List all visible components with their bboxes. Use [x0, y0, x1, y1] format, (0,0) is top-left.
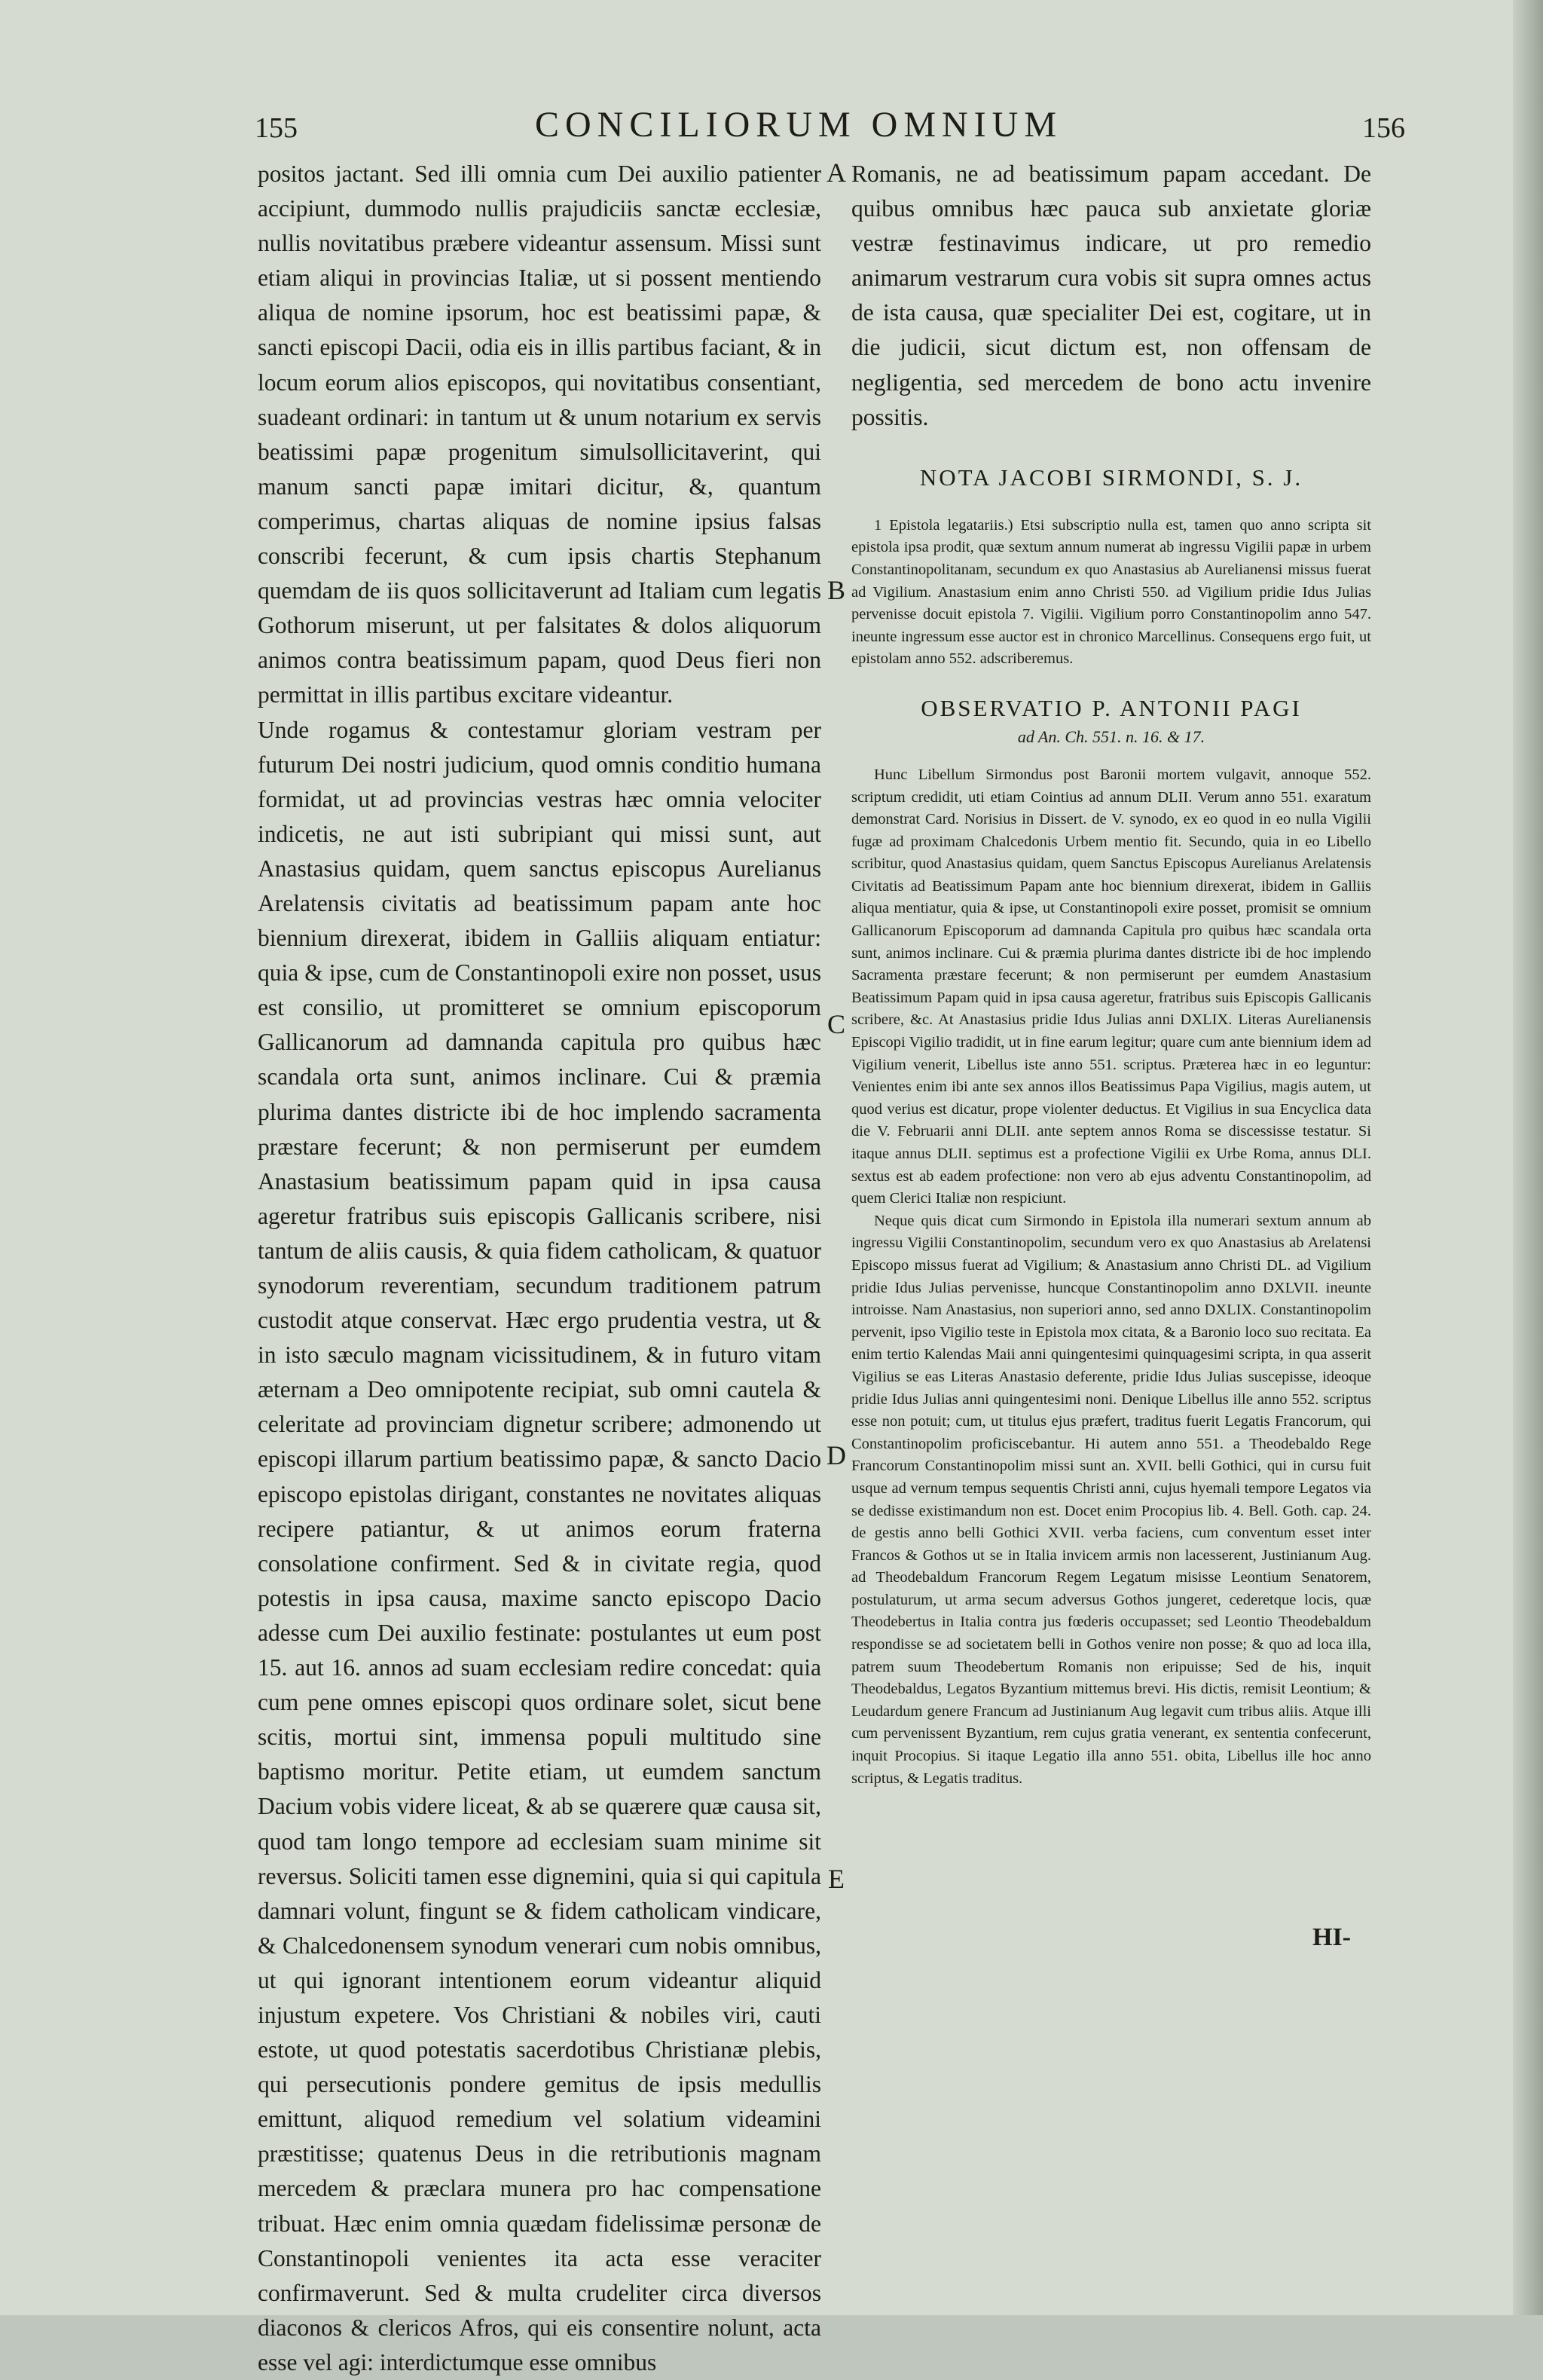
left-paragraph-1: positos jactant. Sed illi omnia cum Dei auxilio patienter accipiunt, dummodo nullis prajudiciis sanctæ ecclesiæ, nullis novitatibus præbere videantur assensum. Missi sunt etiam aliqui in provincias Italiæ, ut si possent mentiendo aliqua de nomine ipsorum, hoc est beatissimi papæ, & sancti episcopi Dacii, odia eis in illis partibus faciant, & in locum eorum alios episcopos, qui novitatibus consentiant, suadeant ordinari: in tantum ut & unum notarium ex servis beatissimi papæ progenitum simulsollicitaverint, qui manum sancti papæ imitari dicitur, &, quantum comperimus, chartas aliquas de nomine ipsius falsas conscribi fecerunt, & cum ipsis chartis Stephanum quemdam de iis quos sollicitaverunt ad Italiam cum legatis Gothorum miserunt, ut per falsitates & dolos aliquorum animos contra beatissimum papam, quod Deus fieri non permittat in illis partibus excitare videantur.: [258, 157, 821, 713]
margin-letter-a: A: [825, 157, 848, 188]
observatio-heading: OBSERVATIO P. ANTONII PAGI: [851, 692, 1371, 725]
margin-letter-d: D: [825, 1439, 848, 1471]
left-paragraph-2: Unde rogamus & contestamur gloriam vestram per futurum Dei nostri judicium, quod omnis conditio humana formidat, ut ad provincias vestras hæc omnia velociter indicetis, ne aut isti subripiant qui missi sunt, aut Anastasius quidam, quem sanctus episcopus Aurelianus Arelatensis civitatis ad beatissimum papam ante hoc biennium direxerat, ibidem in Galliis aliquam entiatur: quia & ipse, cum de Constantinopoli exire non posset, usus est consilio, ut promitteret se omnium episcoporum Gallicanorum ad damnanda capitula pro quibus hæc scandala orta sunt, animos inclinare. Cui & præmia plurima dantes districte ibi de hoc implendo sacramenta præstare fecerunt; & non permiserunt per eumdem Anastasium beatissimum papam quid in ipsa causa ageretur fratribus suis episcopis Gallicanis scribere, nisi tantum de aliis causis, & quia fidem catholicam, & quatuor synodorum reverentiam, secundum traditionem patrum custodit atque conservat. Hæc ergo prudentia vestra, ut & in isto sæculo magnam vicissitudinem, & in futuro vitam æternam a Deo omnipotente recipiat, sub omni cautela & celeritate ad provinciam dignetur scribere; admonendo ut episcopi illarum partium beatissimo papæ, & sancto Dacio episcopo epistolas dirigant, constantes ne novitates aliquas recipere patiantur, & ut animos eorum fraterna consolatione confirment. Sed & in civitate regia, quod potestis in ipsa causa, maxime sancto episcopo Dacio adesse cum Dei auxilio festinate: postulantes ut eum post 15. aut 16. annos ad suam ecclesiam redire concedat: quia cum pene omnes episcopi quos ordinare solet, sicut bene scitis, mortui sint, immensa populi multitudo sine baptismo moritur. Petite etiam, ut eumdem sanctum Dacium vobis videre liceat, & ab se quærere quæ causa sit, quod tam longo tempore ad ecclesiam suam minime sit reversus. Soliciti tamen esse dignemini, quia si qui capitula damnari volunt, fingunt se & fidem catholicam vindicare, & Chalcedonensem synodum venerari cum nobis omnibus, ut qui ignorant intentionem eorum videantur aliquid injustum expetere. Vos Christiani & nobiles viri, cauti estote, ut quod potestatis sacerdotibus Christianæ plebis, qui persecutionis pondere gemitus de ipsis medullis emittunt, aliquod remedium vel solatium videamini præstitisse; quatenus Deus in die retributionis magnam mercedem & præclara munera pro hac compensatione tribuat. Hæc enim omnia quædam fidelissimæ personæ de Constantinopoli venientes ita acta esse veraciter confirmaverunt. Sed & multa crudeliter circa diversos diaconos & clericos Afros, qui eis consentire nolunt, acta esse vel agi: interdictumque esse omnibus: [258, 713, 821, 2380]
note-text: 1 Epistola legatariis.) Etsi subscriptio nulla est, tamen quo anno scripta sit epistola ipsa prodit, quæ sextum annum numerat ab ingressu Vigilii papæ in urbem Constantinopolitanam, secundum ex quo Anastasius ab Aurelianensi missus fuerat ad Vigilium. Anastasium enim anno Christi 550. ad Vigilium pridie Idus Julias pervenisse docuit epistola 7. Vigilii. Vigilium porro Constantinopolim anno 547. ineunte ingressum esse auctor est in chronico Marcellinus. Consequens ergo fuit, ut epistolam anno 552. adscriberemus.: [851, 515, 1371, 671]
left-column: [258, 157, 821, 2380]
observatio-reference: ad An. Ch. 551. n. 16. & 17.: [851, 725, 1371, 749]
observatio-paragraph-2: Neque quis dicat cum Sirmondo in Epistola illa numerari sextum annum ab ingressu Vigilii Constantinopolim, secundum vero ex quo Anastasius ab Arelatensi Episcopo missus fuerat ad Vigilium; & Anastasium anno Christi DL. ad Vigilium pridie Idus Julias pervenisse, huncque Constantinopolim anno DXLVII. ineunte introisse. Nam Anastasius, non superiori anno, sed anno DXLIX. Constantinopolim pervenit, ipso Vigilio teste in Epistola mox citata, & a Baronio loco suo recitata. Ea enim tertio Kalendas Maii anni quingentesimi quinquagesimi scripta, in qua asserit Vigilius se eas Literas Anastasio deferente, pridie Idus Julias suscepisse, ideoque pridie Idus Julias anni quingentesimi noni. Denique Libellus ille anno 552. scriptus esse non potuit; cum, ut titulus ejus præfert, traditus fuerit Legatis Francorum, qui Constantinopolim proficiscebantur. Hi autem anno 551. a Theodebaldo Rege Francorum Constantinopolim missi sunt an. XVII. belli Gothici, qui in cursu fuit usque ad vernum tempus sequentis Christi anni, cujus hyemali tempore Legatos via se dedisse existimandum non est. Docet enim Procopius lib. 4. Bell. Goth. cap. 24. de gestis anno belli Gothici XVII. verba faciens, cum conventum esset inter Francos & Gothos ut se in Italia invicem armis non lacesserent, Justinianum Aug. ad Theodebaldum Francorum Regem Legatum misisse Leontium Senatorem, postulaturum, ut arma secum adversus Gothos jungeret, cederetque locis, quæ Theodebertus in Italia contra jus fœderis occupasset; sed Leontio Theodebaldum respondisse se ad societatem belli in Gothos venire non posse; & quo ad loca illa, patrem suum Theodebertum Romanis non eripuisse; Sed de his, inquit Theodebaldus, Legatos Byzantium mittemus brevi. His dictis, remisit Leontium; & Leudardum genere Francum ad Justinianum Aug legavit cum tribus aliis. Atque illi cum pervenissent Byzantium, rem cujus gratia venerant, ex sententia confecerunt, inquit Procopius. Si itaque Legatio illa anno 551. obita, Libellus ille hoc anno scriptus, & Legatis traditus.: [851, 1210, 1371, 1790]
right-main-text: Romanis, ne ad beatissimum papam accedant. De quibus omnibus hæc pauca sub anxietate gloriæ vestræ festinavimus indicare, ut pro remedio animarum vestrarum cura vobis sit supra omnes actus de ista causa, quæ specialiter Dei est, cogitare, ut in die judicii, sicut dictum est, non offensam de negligentia, sed mercedem de bono actu invenire possitis.: [851, 157, 1371, 435]
observatio-paragraph-1: Hunc Libellum Sirmondus post Baronii mortem vulgavit, annoque 552. scriptum credidit, uti etiam Cointius ad annum DLII. Verum anno 551. exaratum demonstrat Card. Norisius in Dissert. de V. synodo, ex eo quod in eo nulla Vigilii fugæ ad proximam Chalcedonis Urbem mentio fit. Secundo, quia in eo Libello scribitur, quod Anastasius quidam, quem Sanctus Episcopus Aurelianus Arelatensis Civitatis ad Beatissimum Papam ante hoc biennium direxerat, ibidem in Galliis aliqua mentiatur, quia & ipse, ut Constantinopoli exire posset, promisit se omnium Gallicanorum Episcoporum ad damnanda Capitula pro quibus hæc scandala orta sunt, animos inclinare. Cui & præmia plurima dantes districte ibi de hoc implendo Sacramenta præstare fecerunt; & non permiserunt per eumdem Anastasium Beatissimum Papam quid in ipsa causa ageretur, fratribus suis Episcopis Gallicanis scribere, &c. At Anastasius pridie Idus Julias anni DXLIX. Literas Aurelianensis Episcopi Vigilio tradidit, ut in fine earum legitur; quare cum ante biennium idem ad Vigilium venerit, Libellus iste anno 551. scriptus. Præterea hæc in eo leguntur: Venientes enim ibi ante sex annos illos Beatissimus Papa Vigilius, magis autem, ut quod verius est dicatur, prope violenter deductus. Et Vigilius in sua Encyclica data die V. Februarii anni DLII. ante septem annos Roma se discessisse testatur. Si itaque annus DLII. septimus est a profectione Vigilii ex Urbe Roma, annus DLI. sextus est ab eadem profectione: non vero ab ejus adventu Constantinopolim, ad quem Clerici Italiæ non respiciunt.: [851, 764, 1371, 1210]
page-header: [0, 98, 1543, 158]
page-number-left: 155: [255, 112, 298, 145]
page-number-right: 156: [1362, 112, 1405, 145]
running-title: CONCILIORUM OMNIUM: [407, 104, 1190, 145]
margin-letter-e: E: [825, 1863, 848, 1895]
right-column: [851, 157, 1371, 1790]
note-heading: NOTA JACOBI SIRMONDI, S. J.: [851, 460, 1371, 495]
catchword: HI-: [1312, 1923, 1351, 1952]
margin-letter-b: B: [825, 574, 848, 606]
margin-letter-c: C: [825, 1008, 848, 1040]
book-spine-shadow: [1513, 0, 1543, 2315]
